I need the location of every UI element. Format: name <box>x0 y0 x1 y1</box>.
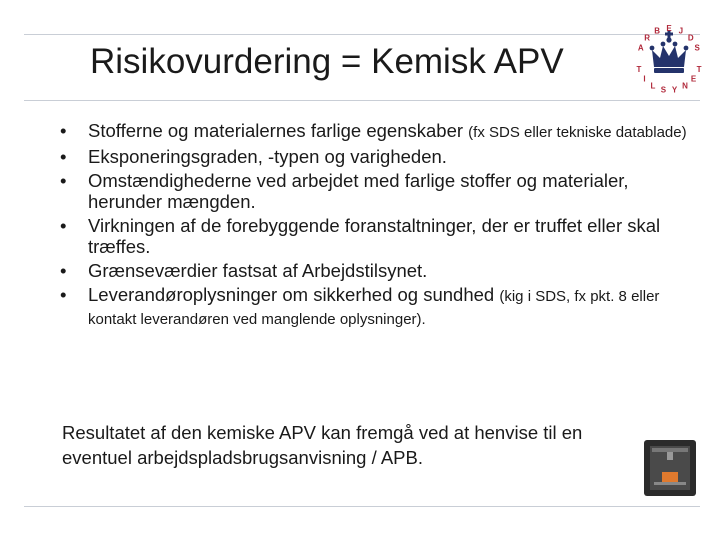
logo-bottom-letter: Y <box>671 85 678 95</box>
bullet-item <box>58 146 698 167</box>
logo-top-letter: A <box>637 43 644 53</box>
logo-bottom-letter: I <box>643 74 646 84</box>
logo-top-letter: J <box>678 26 684 36</box>
bullet-item <box>58 120 698 143</box>
bullet-note: (fx SDS eller tekniske datablade) <box>468 124 687 141</box>
title-rule <box>24 100 700 101</box>
bullet-item <box>58 170 698 212</box>
logo-top-letter: R <box>644 33 651 43</box>
logo-bottom-letter: L <box>650 81 656 91</box>
bottom-rule <box>24 506 700 507</box>
logo-top-letter: S <box>694 43 700 53</box>
bullet-text: Leverandøroplysninger om sikkerhed og sundhed <box>88 284 500 305</box>
logo-bottom-letter: T <box>636 64 642 74</box>
bullet-text: Virkningen af de forebyggende foranstaltninger, der er truffet eller skal træffes. <box>88 215 661 257</box>
logo-top-letter: D <box>687 33 694 43</box>
logo-bottom-letter: T <box>696 64 702 74</box>
logo-bottom-letter: S <box>660 85 667 95</box>
result-text: Resultatet af den kemiske APV kan fremgå ved at henvise til en eventuel arbejdspladsbrugsanvisning / APB. <box>62 422 583 468</box>
top-rule <box>24 34 700 35</box>
slide-title: Risikovurdering = Kemisk APV <box>90 42 564 81</box>
crown-icon <box>650 30 689 73</box>
logo-bottom-letter: E <box>690 74 697 84</box>
bullet-text: Stofferne og materialernes farlige egenskaber <box>88 120 469 141</box>
logo-top-letter: E <box>666 24 672 33</box>
bullet-text: Eksponeringsgraden, -typen og varigheden. <box>88 146 447 167</box>
bullet-note: (kig i SDS, fx pkt. 8 eller kontakt leverandøren ved manglende oplysninger). <box>88 288 660 328</box>
bullet-text: Grænseværdier fastsat af Arbejdstilsynet. <box>88 260 428 281</box>
bullet-item <box>58 284 698 330</box>
logo-top-letter: B <box>654 26 660 36</box>
logo-bottom-letter: N <box>682 81 688 91</box>
bullet-item <box>58 260 698 281</box>
3d-printer-icon <box>640 438 700 498</box>
bullet-text: Omstændighederne ved arbejdet med farlige stoffer og materialer, herunder mængden. <box>88 170 629 212</box>
bullet-item <box>58 215 698 257</box>
bullet-list <box>58 120 698 333</box>
arbejdstilsynet-logo <box>636 16 702 104</box>
